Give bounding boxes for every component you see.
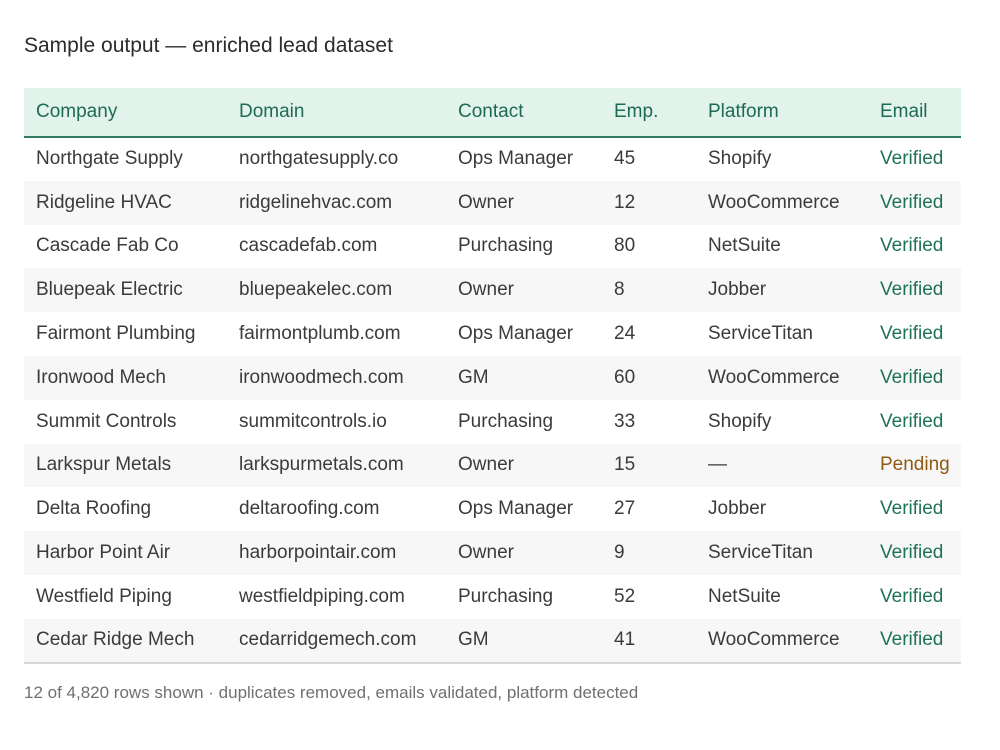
domain-cell: cascadefab.com	[239, 235, 378, 257]
table-row	[24, 619, 961, 663]
table-row	[24, 575, 961, 619]
domain-cell: deltaroofing.com	[239, 498, 380, 520]
employees-cell: 9	[614, 542, 625, 564]
domain-cell: northgatesupply.co	[239, 148, 399, 170]
company-cell: Larkspur Metals	[36, 454, 172, 476]
contact-cell: Owner	[458, 279, 514, 301]
domain-cell: ironwoodmech.com	[239, 366, 404, 388]
platform-cell: Jobber	[708, 279, 767, 301]
employees-cell: 8	[614, 279, 625, 301]
platform-cell: ServiceTitan	[708, 323, 813, 345]
contact-cell: Owner	[458, 191, 514, 213]
contact-cell: Purchasing	[458, 585, 554, 607]
platform-cell: WooCommerce	[708, 366, 840, 388]
domain-cell: summitcontrols.io	[239, 410, 387, 432]
header-row	[24, 88, 961, 137]
platform-cell: Shopify	[708, 410, 772, 432]
column-header-employees: Emp.	[602, 88, 696, 137]
contact-cell: Purchasing	[458, 410, 554, 432]
email-status-cell: Verified	[880, 542, 944, 564]
employees-cell: 33	[614, 410, 636, 432]
company-cell: Harbor Point Air	[36, 542, 171, 564]
contact-cell: Purchasing	[458, 235, 554, 257]
employees-cell: 27	[614, 498, 636, 520]
domain-cell: harborpointair.com	[239, 542, 397, 564]
email-status-cell: Verified	[880, 279, 944, 301]
page-title: Sample output — enriched lead dataset	[24, 34, 393, 57]
platform-cell: Shopify	[708, 148, 772, 170]
email-status-cell: Verified	[880, 323, 944, 345]
platform-cell: Jobber	[708, 498, 767, 520]
domain-cell: ridgelinehvac.com	[239, 191, 393, 213]
contact-cell: Ops Manager	[458, 498, 574, 520]
table-body	[24, 137, 961, 663]
company-cell: Delta Roofing	[36, 498, 152, 520]
platform-cell: —	[708, 454, 727, 476]
lead-table	[24, 88, 961, 664]
email-status-cell: Verified	[880, 366, 944, 388]
column-header-contact: Contact	[446, 88, 602, 137]
table-row	[24, 444, 961, 488]
company-cell: Ridgeline HVAC	[36, 191, 172, 213]
employees-cell: 45	[614, 148, 636, 170]
company-cell: Bluepeak Electric	[36, 279, 183, 301]
email-status-cell: Verified	[880, 585, 944, 607]
email-status-cell: Verified	[880, 191, 944, 213]
email-status-cell: Pending	[880, 454, 950, 476]
table-row	[24, 531, 961, 575]
contact-cell: GM	[446, 619, 602, 663]
employees-cell: 15	[614, 454, 636, 476]
contact-cell: Ops Manager	[458, 148, 574, 170]
company-cell: Ironwood Mech	[36, 366, 166, 388]
table-footer-note: 12 of 4,820 rows shown · duplicates removed, emails validated, platform detected	[24, 683, 639, 702]
employees-cell: 12	[614, 191, 636, 213]
domain-cell: westfieldpiping.com	[239, 585, 405, 607]
table-row	[24, 487, 961, 531]
platform-cell: NetSuite	[708, 585, 781, 607]
email-status-cell: Verified	[880, 410, 944, 432]
domain-cell: cedarridgemech.com	[227, 619, 446, 663]
contact-cell: GM	[458, 366, 489, 388]
email-status-cell: Verified	[880, 498, 944, 520]
contact-cell: Ops Manager	[458, 323, 574, 345]
domain-cell: fairmontplumb.com	[239, 323, 401, 345]
platform-cell: WooCommerce	[708, 191, 840, 213]
contact-cell: Owner	[458, 542, 514, 564]
domain-cell: larkspurmetals.com	[239, 454, 404, 476]
employees-cell: 80	[614, 235, 636, 257]
table-row	[24, 400, 961, 444]
table-row	[24, 181, 961, 225]
contact-cell: Owner	[458, 454, 514, 476]
column-header-email: Email	[868, 88, 961, 137]
table-row	[24, 312, 961, 356]
table-row	[24, 268, 961, 312]
company-cell: Fairmont Plumbing	[36, 323, 196, 345]
employees-cell: 60	[614, 366, 636, 388]
platform-cell: NetSuite	[708, 235, 781, 257]
company-cell: Cascade Fab Co	[36, 235, 179, 257]
email-status-cell: Verified	[880, 148, 944, 170]
table-row	[24, 225, 961, 269]
company-cell: Northgate Supply	[36, 148, 183, 170]
platform-cell: ServiceTitan	[708, 542, 813, 564]
company-cell: Westfield Piping	[36, 585, 172, 607]
table-header	[24, 88, 961, 137]
email-status-cell: Verified	[880, 235, 944, 257]
employees-cell: 41	[602, 619, 696, 663]
company-cell: Summit Controls	[36, 410, 177, 432]
email-status-cell: Verified	[868, 619, 961, 663]
table-row	[24, 137, 961, 181]
employees-cell: 24	[614, 323, 636, 345]
company-cell: Cedar Ridge Mech	[24, 619, 227, 663]
column-header-platform: Platform	[696, 88, 868, 137]
table-row	[24, 356, 961, 400]
platform-cell: WooCommerce	[696, 619, 868, 663]
employees-cell: 52	[614, 585, 636, 607]
column-header-company: Company	[24, 88, 227, 137]
column-header-domain: Domain	[227, 88, 446, 137]
domain-cell: bluepeakelec.com	[239, 279, 393, 301]
